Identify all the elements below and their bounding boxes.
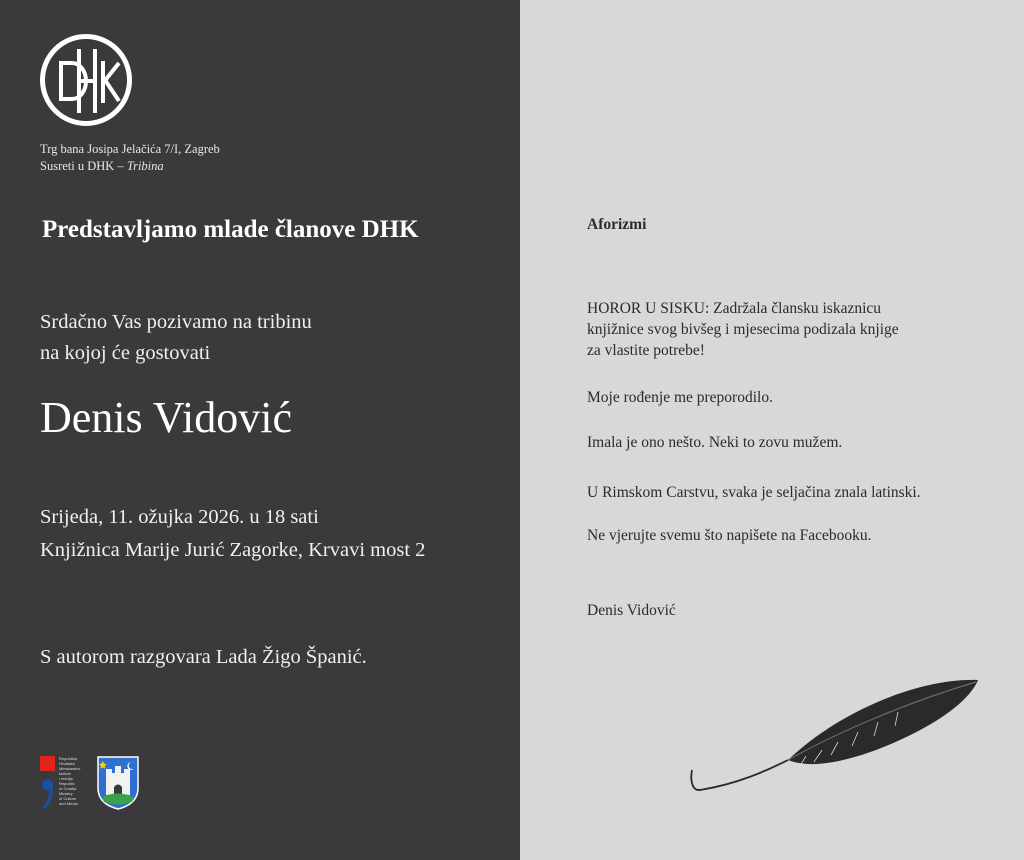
address: Trg bana Josipa Jelačića 7/I, Zagreb bbox=[40, 142, 220, 156]
event-datetime: Srijeda, 11. ožujka 2026. u 18 sati bbox=[40, 506, 319, 528]
ministry-of-culture-logo bbox=[40, 756, 100, 810]
invite-line: Srdačno Vas pozivamo na tribinu bbox=[40, 311, 312, 333]
ministry-logo-text: Hrvatska bbox=[59, 761, 75, 766]
series-prefix: Susreti u DHK – bbox=[40, 159, 127, 173]
zagreb-crest-icon bbox=[97, 756, 139, 810]
ministry-logo-text: Ministarstvo bbox=[59, 766, 81, 771]
aphorism-line: Ne vjerujte svemu što napišete na Facebooku. bbox=[587, 527, 872, 544]
aphorism-line: Imala je ono nešto. Neki to zovu mužem. bbox=[587, 434, 843, 451]
aphorism bbox=[587, 387, 773, 408]
aphorism bbox=[587, 525, 872, 546]
series-line bbox=[40, 158, 220, 175]
aphorism bbox=[587, 482, 921, 503]
feather-quill-icon bbox=[688, 672, 980, 802]
ministry-logo-text: Republic bbox=[59, 781, 75, 786]
ministry-logo-text: of Croatia bbox=[59, 786, 77, 791]
event-heading: Predstavljamo mlade članove DHK bbox=[42, 216, 419, 243]
ministry-logo-text: kulture bbox=[59, 771, 72, 776]
address-block bbox=[40, 141, 220, 175]
moderator-line: S autorom razgovara Lada Žigo Španić. bbox=[40, 646, 367, 668]
aphorism-line: U Rimskom Carstvu, svaka je seljačina znala latinski. bbox=[587, 484, 921, 501]
aphorism-line: Moje rođenje me preporodilo. bbox=[587, 389, 773, 406]
aphorism-line: HOROR U SISKU: Zadržala člansku iskaznicu bbox=[587, 300, 882, 317]
author-signature: Denis Vidović bbox=[587, 602, 676, 619]
aphorism bbox=[587, 298, 899, 361]
aphorism bbox=[587, 432, 842, 453]
event-details bbox=[40, 501, 425, 567]
aphorisms-title: Aforizmi bbox=[587, 216, 647, 233]
ministry-logo-text: and Media bbox=[59, 801, 78, 806]
guest-name: Denis Vidović bbox=[40, 393, 292, 442]
aphorism-line: knjižnice svog bivšeg i mjesecima podizala knjige bbox=[587, 321, 899, 338]
aphorisms-panel bbox=[520, 0, 1024, 860]
invite-text bbox=[40, 307, 312, 369]
ministry-logo-text: Ministry bbox=[59, 791, 73, 796]
dhk-logo bbox=[39, 33, 133, 127]
ministry-logo-text: of Culture bbox=[59, 796, 77, 801]
series-name: Tribina bbox=[126, 159, 164, 173]
aphorism-line: za vlastite potrebe! bbox=[587, 342, 705, 359]
ministry-logo-text: i medija bbox=[59, 776, 73, 781]
ministry-logo-text: Republika bbox=[59, 756, 77, 761]
event-venue: Knjižnica Marije Jurić Zagorke, Krvavi most 2 bbox=[40, 539, 426, 561]
invite-line: na kojoj će gostovati bbox=[40, 342, 211, 364]
